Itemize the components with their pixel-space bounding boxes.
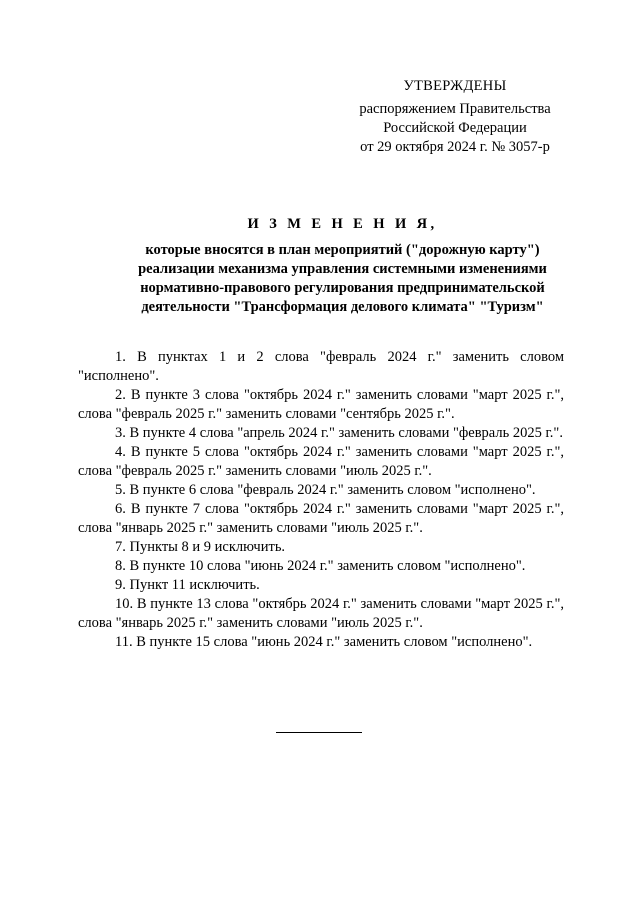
amendment-item-6: 6. В пункте 7 слова "октябрь 2024 г." заменить словами "март 2025 г.", слова "январь 2025 г." заменить словами "июль 2025 г.". (78, 501, 564, 536)
amendment-list (78, 348, 564, 652)
amendment-item-5: 5. В пункте 6 слова "февраль 2024 г." заменить словом "исполнено". (115, 482, 536, 498)
amendment-item-11: 11. В пункте 15 слова "июнь 2024 г." заменить словом "исполнено". (115, 634, 533, 650)
approval-heading: УТВЕРЖДЕНЫ (403, 78, 507, 94)
amendment-item-9: 9. Пункт 11 исключить. (115, 577, 260, 593)
title-heading: И З М Е Н Е Н И Я, (247, 216, 438, 232)
title-line-2: реализации механизма управления системными изменениями (138, 261, 547, 277)
title-line-1: которые вносятся в план мероприятий ("дорожную карту") (145, 242, 540, 258)
amendment-item-8: 8. В пункте 10 слова "июнь 2024 г." заменить словом "исполнено". (115, 558, 526, 574)
title-line-3: нормативно-правового регулирования предпринимательской (140, 280, 545, 296)
amendment-item-3: 3. В пункте 4 слова "апрель 2024 г." заменить словами "февраль 2025 г.". (115, 425, 563, 441)
amendment-item-1: 1. В пунктах 1 и 2 слова "февраль 2024 г." заменить словом "исполнено". (78, 349, 564, 384)
approval-line-3: от 29 октября 2024 г. № 3057-р (360, 139, 550, 155)
end-separator-line (276, 732, 362, 733)
amendment-item-4: 4. В пункте 5 слова "октябрь 2024 г." заменить словами "март 2025 г.", слова "февраль 2025 г." заменить словами "июль 2025 г.". (78, 444, 564, 479)
amendment-item-10: 10. В пункте 13 слова "октябрь 2024 г." заменить словами "март 2025 г.", слова "январь 2025 г." заменить словами "июль 2025 г.". (78, 596, 564, 631)
document-title (60, 215, 625, 317)
approval-stamp (340, 77, 570, 157)
amendment-item-7: 7. Пункты 8 и 9 исключить. (115, 539, 286, 555)
title-line-4: деятельности "Трансформация делового климата" "Туризм" (141, 299, 544, 315)
approval-line-1: распоряжением Правительства (359, 101, 551, 117)
amendment-item-2: 2. В пункте 3 слова "октябрь 2024 г." заменить словами "март 2025 г.", слова "февраль 2025 г." заменить словами "сентябрь 2025 г.". (78, 387, 564, 422)
approval-line-2: Российской Федерации (383, 120, 527, 136)
